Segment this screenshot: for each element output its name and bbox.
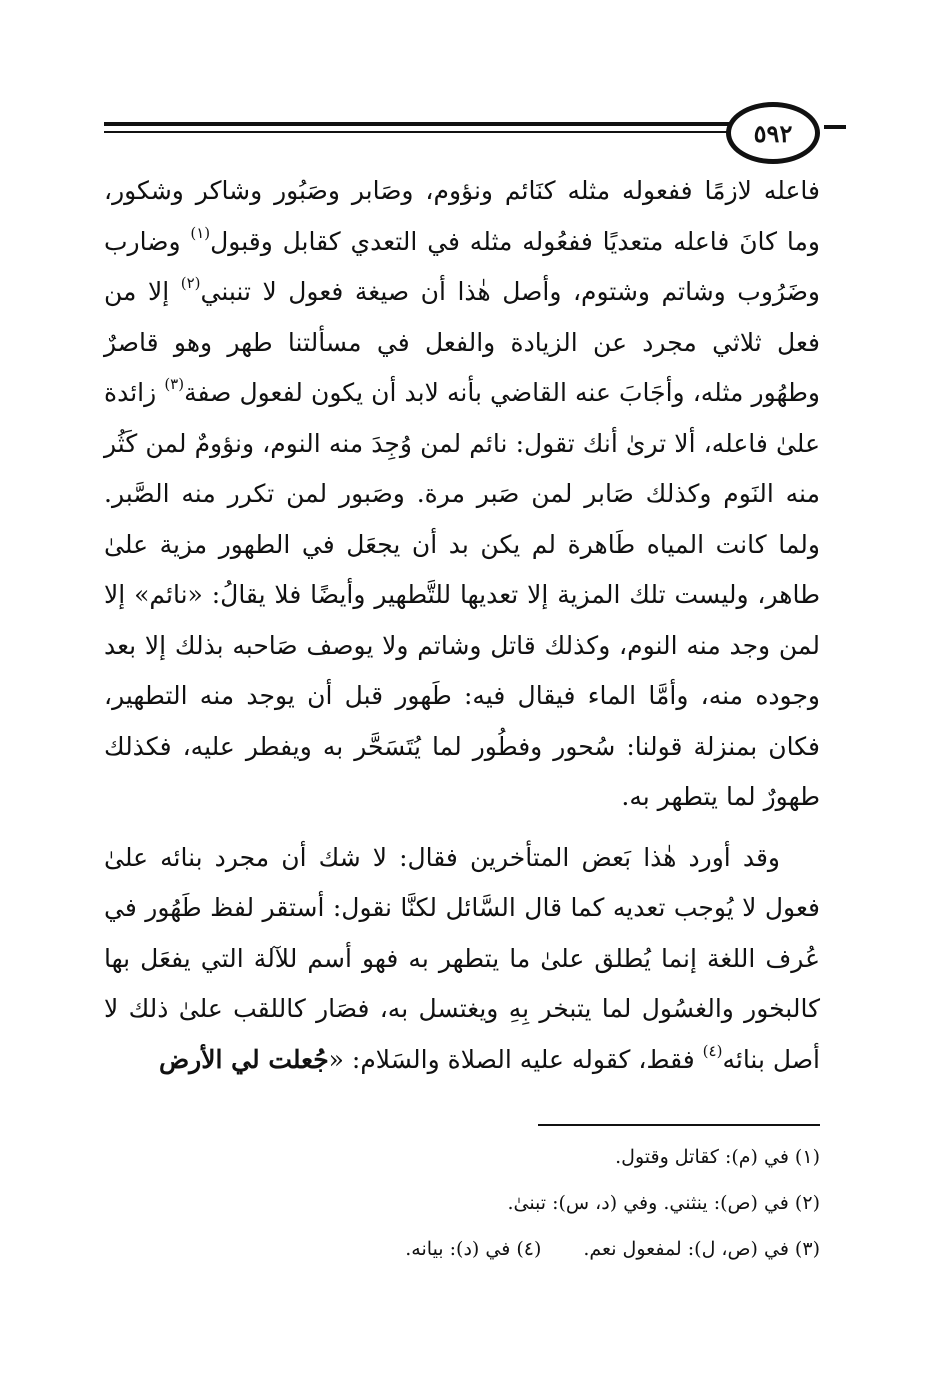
footnote-divider xyxy=(538,1124,820,1126)
para1-segment-2: وضارب وضَرُوب وشاتم وشتوم، وأصل هٰذا أن صيغة فعول لا تنبني xyxy=(104,226,820,306)
footnotes xyxy=(104,1134,820,1272)
header-rule-thin xyxy=(104,131,744,133)
header-rule-right xyxy=(824,125,846,129)
paragraph-2 xyxy=(104,833,820,1086)
para2-segment-1: وقد أورد هٰذا بَعض المتأخرين فقال: لا شك أن مجرد بنائه علىٰ فعول لا يُوجب تعديه كما قال السَّائل لكنَّا نقول: أستقر لفظ طَهُور في عُرف اللغة إنما يُطلق علىٰ ما يتطهر به فهو أسم للآلة التي يفعَل بها كالبخور والغسُول لما يتبخر بِهِ ويغتسل به، فصَار كاللقب علىٰ ذلك لا أصل بنائه xyxy=(104,842,820,1074)
footnote-3: (٣) في (ص، ل): لمفعول نعم. xyxy=(583,1238,820,1260)
footnote-marker-3: (٣) xyxy=(164,375,185,393)
footnote-3-4-row xyxy=(104,1226,820,1272)
paragraph-1 xyxy=(104,166,820,823)
footnote-marker-1: (١) xyxy=(190,223,211,242)
para1-segment-3: إلا من فعل ثلاثي مجرد عن الزيادة والفعل في مسألتنا طهر وهو قاصرٌ وطهُور مثله، وأجَابَ عنه القاضي بأنه لابد أن يكون لفعول صفة xyxy=(104,277,820,407)
para1-segment-4: زائدة علىٰ فاعله، ألا ترىٰ أنك تقول: نائم لمن وُجِدَ منه النوم، ونؤومٌ لمن كَثُر منه النَوم وكذلك صَابر لمن صَبر مرة. وصَبور لمن تكرر منه الصَّبر. ولما كانت المياه طَاهرة لم يكن بد أن يجعَل في الطهور مزية علىٰ طاهر، وليست تلك المزية إلا تعديها للتَّطهير وأيضًا فلا يقالُ: «نائم» إلا لمن وجد منه النوم، وكذلك قاتل وشاتم ولا يوصف صَاحبه بذلك إلا بعد وجوده منه، وأمَّا الماء فيقال فيه: طَهور قبل أن يوجد منه التطهير، فكان بمنزلة قولنا: سُحور وفطُور لما يُتَسَحَّر به ويفطر عليه، فكذلك طهورٌ لما يتطهر به. xyxy=(104,378,820,811)
footnote-1: (١) في (م): كقاتل وقتول. xyxy=(615,1146,820,1168)
header-rule-thick xyxy=(104,122,744,126)
para1-segment-1: فاعله لازمًا ففعوله مثله كنَائم ونؤوم، وصَابر وصَبُور وشاكر وشكور، وما كانَ فاعله متعديًا ففعُوله مثله في التعدي كقابل وقبول xyxy=(104,176,820,256)
footnote-2: (٢) في (ص): ينثني. وفي (د، س): تبنىٰ. xyxy=(507,1192,820,1214)
footnote-4: (٤) في (د): بيانه. xyxy=(405,1238,542,1260)
hadith-quote-bold: جُعلت لي الأرض xyxy=(158,1044,329,1074)
body-text xyxy=(104,166,820,1085)
page-number: ٥٩٢ xyxy=(753,118,793,148)
page-number-oval xyxy=(726,102,820,164)
footnote-marker-2: (٢) xyxy=(180,274,201,292)
para2-segment-2: فقط، كقوله عليه الصلاة والسَلام: « xyxy=(328,1044,703,1074)
footnote-marker-4: (٤) xyxy=(702,1041,723,1060)
